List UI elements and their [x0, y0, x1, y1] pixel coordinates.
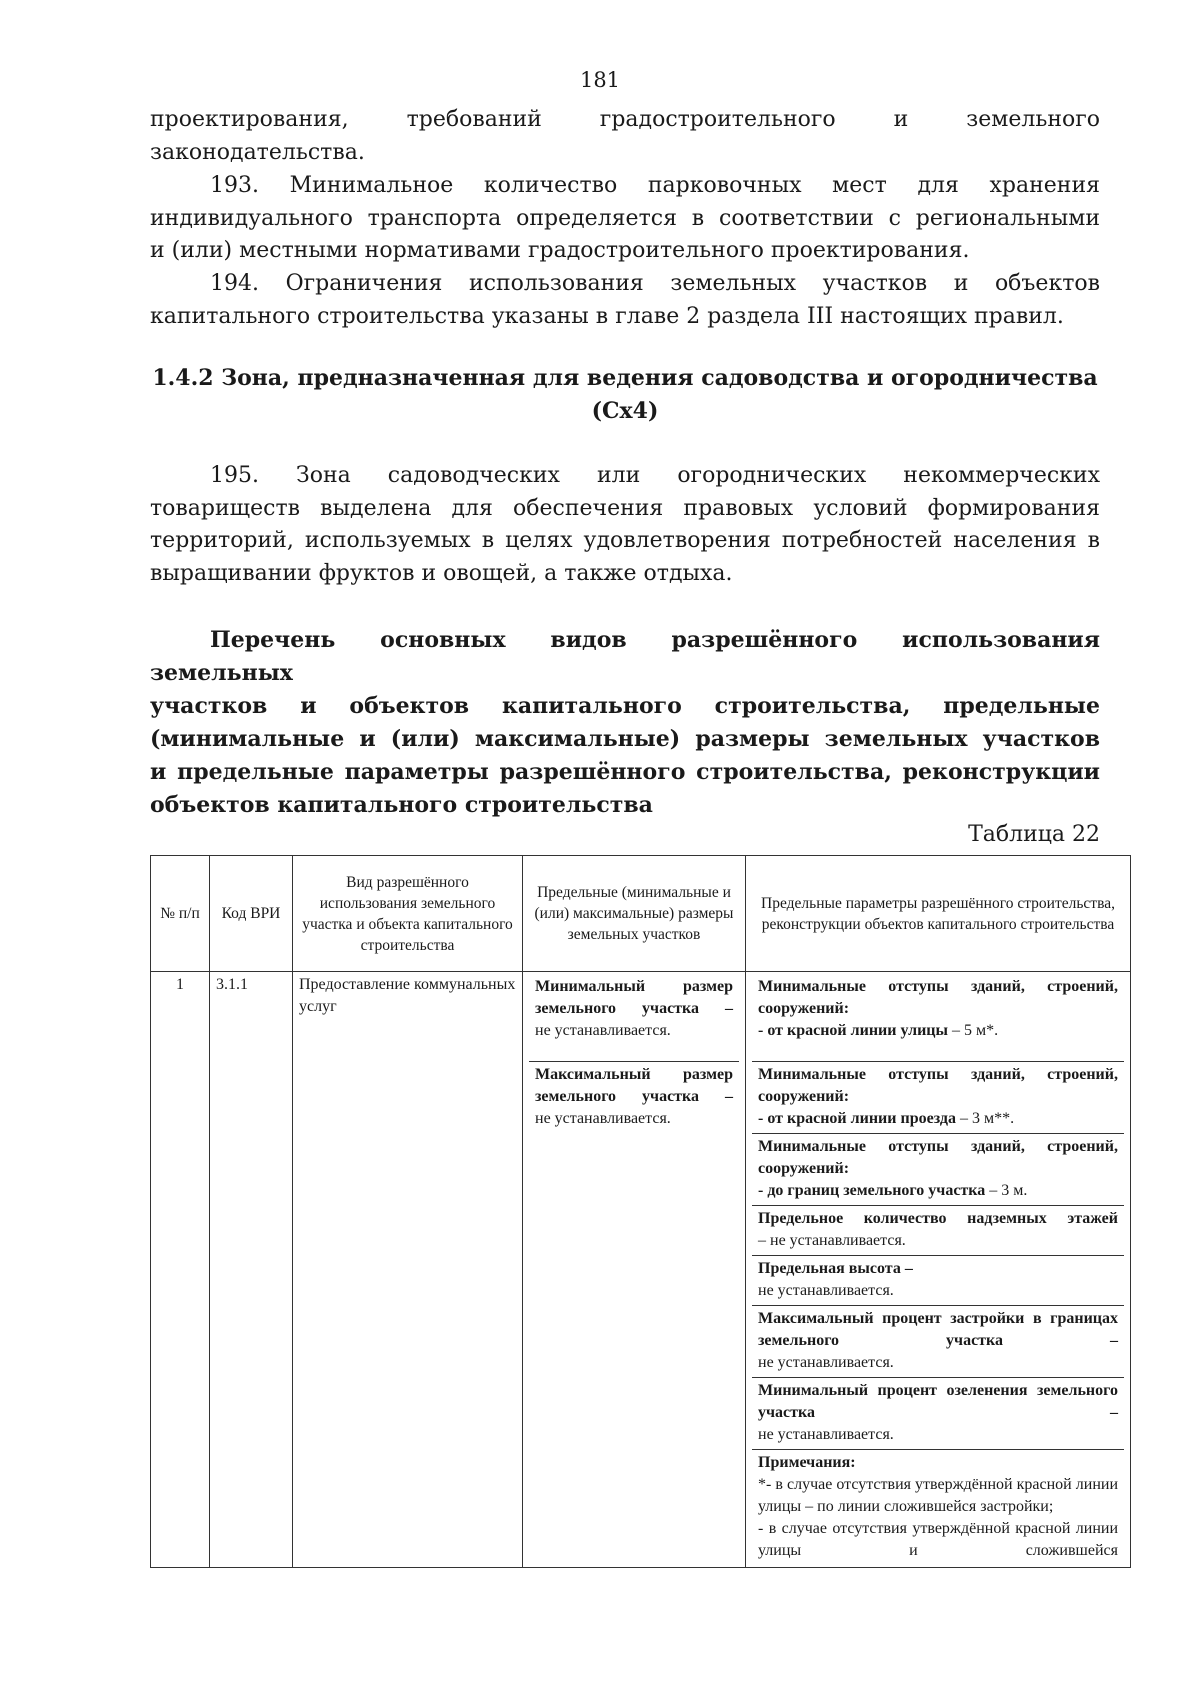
param-6-value: не устанавливается.	[758, 1354, 894, 1371]
row-type: Предоставление коммунальных услуг	[293, 972, 523, 1568]
param-street-setback	[752, 974, 1124, 1062]
list-title-line-1: Перечень основных видов разрешённого использования земельных	[150, 627, 1100, 686]
list-title-line-4: и предельные параметры разрешённого строительства, реконструкции	[150, 759, 1100, 785]
param-5-value: не устанавливается.	[758, 1282, 894, 1299]
p195-line-3: территорий, используемых в целях удовлетворения потребностей населения в	[150, 528, 1100, 553]
intro-line-2: законодательства.	[150, 139, 365, 165]
param-driveway-setback	[752, 1062, 1124, 1134]
p194-line-1: 194. Ограничения использования земельных участков и объектов	[210, 271, 1100, 296]
section-heading-line-1: 1.4.2 Зона, предназначенная для ведения садоводства и огородничества	[152, 365, 1098, 391]
param-3-value: – 3 м.	[989, 1182, 1028, 1199]
header-num: № п/п	[151, 856, 210, 972]
paragraph-193	[150, 170, 1100, 268]
param-floors	[752, 1206, 1124, 1256]
paragraph-194	[150, 268, 1100, 333]
param-1-label: Минимальные отступы зданий, строений, сооружений:	[758, 978, 1118, 1017]
paragraph-195	[150, 460, 1100, 590]
list-title-line-5: объектов капитального строительства	[150, 792, 653, 818]
max-size-value: не устанавливается.	[535, 1110, 671, 1127]
row-sizes	[523, 972, 746, 1568]
row-num: 1	[151, 972, 210, 1568]
param-3-item: - до границ земельного участка	[758, 1182, 986, 1199]
section-heading	[150, 362, 1100, 428]
param-notes	[752, 1450, 1124, 1565]
param-6-label: Максимальный процент застройки в границах земельного участка –	[758, 1310, 1118, 1349]
min-size-value: не устанавливается.	[535, 1022, 671, 1039]
note-2: - в случае отсутствия утверждённой красной линии улицы и сложившейся	[758, 1520, 1118, 1559]
param-1-item: - от красной линии улицы	[758, 1022, 948, 1039]
param-3-label: Минимальные отступы зданий, строений, сооружений:	[758, 1138, 1118, 1177]
p193-line-3: и (или) местными нормативами градостроительного проектирования.	[150, 238, 970, 263]
min-size-label: Минимальный размер земельного участка –	[535, 978, 733, 1017]
p195-line-2: товариществ выделена для обеспечения правовых условий формирования	[150, 495, 1100, 521]
zoning-table	[150, 855, 1131, 1568]
param-height	[752, 1256, 1124, 1306]
list-title-line-3: (минимальные и (или) максимальные) размеры земельных участков	[150, 726, 1100, 752]
param-4-label: Предельное количество надземных этажей	[758, 1210, 1118, 1227]
row-code: 3.1.1	[210, 972, 293, 1568]
intro-paragraph	[150, 104, 1100, 169]
p194-line-2: капитального строительства указаны в главе 2 раздела III настоящих правил.	[150, 303, 1064, 329]
min-size-cell	[529, 974, 739, 1062]
section-heading-line-2: (Сх4)	[591, 398, 659, 424]
note-1: *- в случае отсутствия утверждённой красной линии улицы – по линии сложившейся застройки;	[758, 1476, 1118, 1515]
p195-line-1: 195. Зона садоводческих или огороднических некоммерческих	[210, 463, 1100, 488]
param-2-value: – 3 м**.	[959, 1110, 1015, 1127]
list-title-line-2: участков и объектов капитального строительства, предельные	[150, 693, 1100, 719]
header-params: Предельные параметры разрешённого строительства, реконструкции объектов капитального строительства	[746, 856, 1131, 972]
param-4-value: – не устанавливается.	[758, 1232, 906, 1249]
notes-title: Примечания:	[758, 1454, 856, 1471]
header-code: Код ВРИ	[210, 856, 293, 972]
param-boundary-setback	[752, 1134, 1124, 1206]
page-number: 181	[579, 68, 621, 92]
param-build-percent	[752, 1306, 1124, 1378]
p195-line-4: выращивании фруктов и овощей, а также отдыха.	[150, 560, 733, 586]
table-header-row	[151, 856, 1131, 972]
p193-line-1: 193. Минимальное количество парковочных мест для хранения	[210, 173, 1100, 198]
table-row	[151, 972, 1131, 1568]
list-title	[150, 624, 1100, 822]
max-size-label: Максимальный размер земельного участка –	[535, 1066, 733, 1105]
param-green-percent	[752, 1378, 1124, 1450]
param-1-value: – 5 м*.	[952, 1022, 999, 1039]
param-2-label: Минимальные отступы зданий, строений, сооружений:	[758, 1066, 1118, 1105]
p193-line-2: индивидуального транспорта определяется в соответствии с региональными	[150, 205, 1100, 231]
intro-line-1: проектирования, требований градостроительного и земельного	[150, 107, 1100, 132]
header-type: Вид разрешённого использования земельного участка и объекта капитального строительства	[293, 856, 523, 972]
param-7-label: Минимальный процент озеленения земельного участка –	[758, 1382, 1118, 1421]
table-label: Таблица 22	[968, 822, 1100, 847]
param-2-item: - от красной линии проезда	[758, 1110, 956, 1127]
param-5-label: Предельная высота –	[758, 1260, 913, 1277]
header-sizes: Предельные (минимальные и (или) максимальные) размеры земельных участков	[523, 856, 746, 972]
row-params	[746, 972, 1131, 1568]
max-size-cell	[529, 1062, 739, 1133]
param-7-value: не устанавливается.	[758, 1426, 894, 1443]
